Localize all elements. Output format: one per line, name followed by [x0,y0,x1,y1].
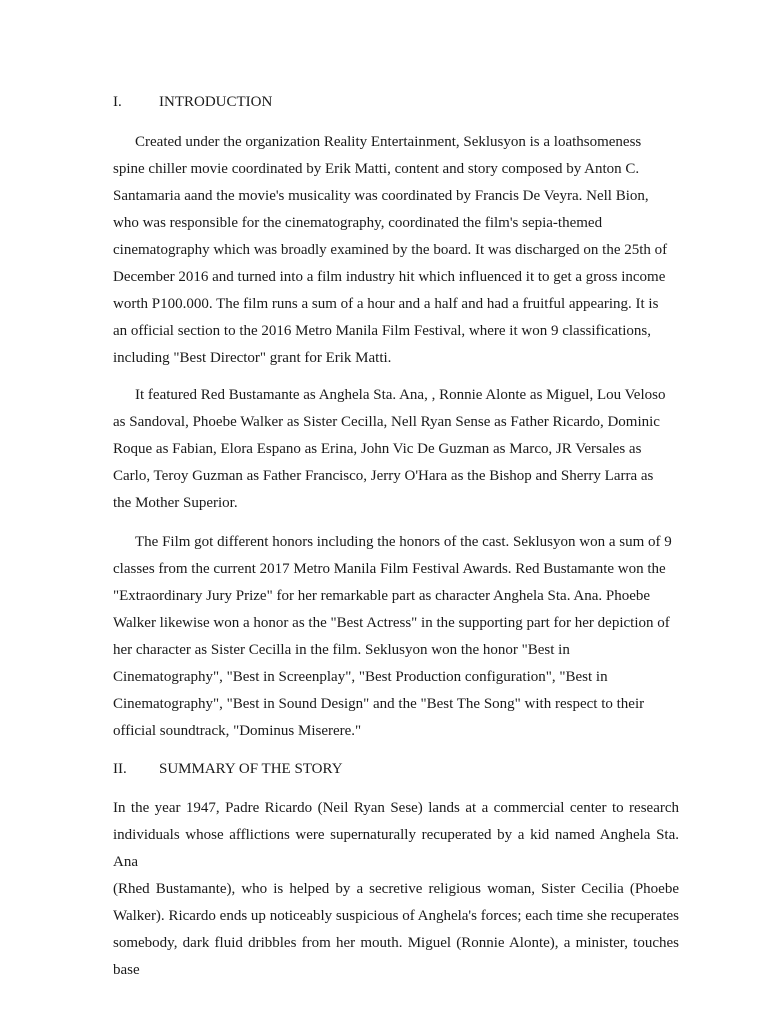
text-line: The Film got different honors including the honors of the cast. Seklusyon won a sum of 9 [135,534,672,550]
text-line: individuals whose afflictions were supernaturally recuperated by a kid named Anghela Sta. Ana [113,827,679,870]
text-line: spine chiller movie coordinated by Erik Matti, content and story composed by Anton C. [113,161,640,177]
text-line: as Sandoval, Phoebe Walker as Sister Cecilla, Nell Ryan Sense as Father Ricardo, Dominic [113,414,660,430]
text-line: including "Best Director" grant for Erik Matti. [113,350,392,366]
text-line: Created under the organization Reality Entertainment, Seklusyon is a loathsomeness [135,134,642,150]
text-line: December 2016 and turned into a film industry hit which influenced it to get a gross income [113,269,666,285]
text-line: Cinematography", "Best in Sound Design" and the "Best The Song" with respect to their [113,696,645,712]
section-heading-summary [113,759,343,779]
text-line: worth P100.000. The film runs a sum of a hour and a half and had a fruitful appearing. It is [113,296,659,312]
section-title: INTRODUCTION [159,94,273,110]
paragraph-intro-2 [113,382,679,517]
section-title: SUMMARY OF THE STORY [159,761,343,777]
text-line: her character as Sister Cecilla in the film. Seklusyon won the honor "Best in [113,642,570,658]
text-line: classes from the current 2017 Metro Manila Film Festival Awards. Red Bustamante won the [113,561,666,577]
section-heading-introduction [113,92,272,112]
text-line: In the year 1947, Padre Ricardo (Neil Ryan Sese) lands at a commercial center to research [113,800,679,816]
text-line: It featured Red Bustamante as Anghela Sta. Ana, , Ronnie Alonte as Miguel, Lou Veloso [135,387,666,403]
paragraph-intro-3 [113,529,679,745]
text-line: somebody, dark fluid dribbles from her mouth. Miguel (Ronnie Alonte), a minister, touches base [113,935,679,978]
text-line: cinematography which was broadly examined by the board. It was discharged on the 25th of [113,242,668,258]
text-line: Walker likewise won a honor as the "Best Actress" in the supporting part for her depiction of [113,615,670,631]
text-line: (Rhed Bustamante), who is helped by a secretive religious woman, Sister Cecilia (Phoebe [113,881,679,897]
text-line: Roque as Fabian, Elora Espano as Erina, John Vic De Guzman as Marco, JR Versales as [113,441,642,457]
section-number: II. [113,761,127,777]
section-number: I. [113,94,122,110]
text-line: Santamaria aand the movie's musicality was coordinated by Francis De Veyra. Nell Bion, [113,188,649,204]
text-line: Walker). Ricardo ends up noticeably suspicious of Anghela's forces; each time she recuperates [113,908,679,924]
paragraph-intro-1 [113,129,679,372]
text-line: official soundtrack, "Dominus Miserere." [113,723,362,739]
text-line: "Extraordinary Jury Prize" for her remarkable part as character Anghela Sta. Ana. Phoebe [113,588,651,604]
text-line: Cinematography", "Best in Screenplay", "Best Production configuration", "Best in [113,669,608,685]
text-line: who was responsible for the cinematography, coordinated the film's sepia-themed [113,215,603,231]
text-line: Carlo, Teroy Guzman as Father Francisco, Jerry O'Hara as the Bishop and Sherry Larra as [113,468,654,484]
text-line: the Mother Superior. [113,495,238,511]
text-line: an official section to the 2016 Metro Manila Film Festival, where it won 9 classifications, [113,323,651,339]
paragraph-summary [113,795,679,984]
